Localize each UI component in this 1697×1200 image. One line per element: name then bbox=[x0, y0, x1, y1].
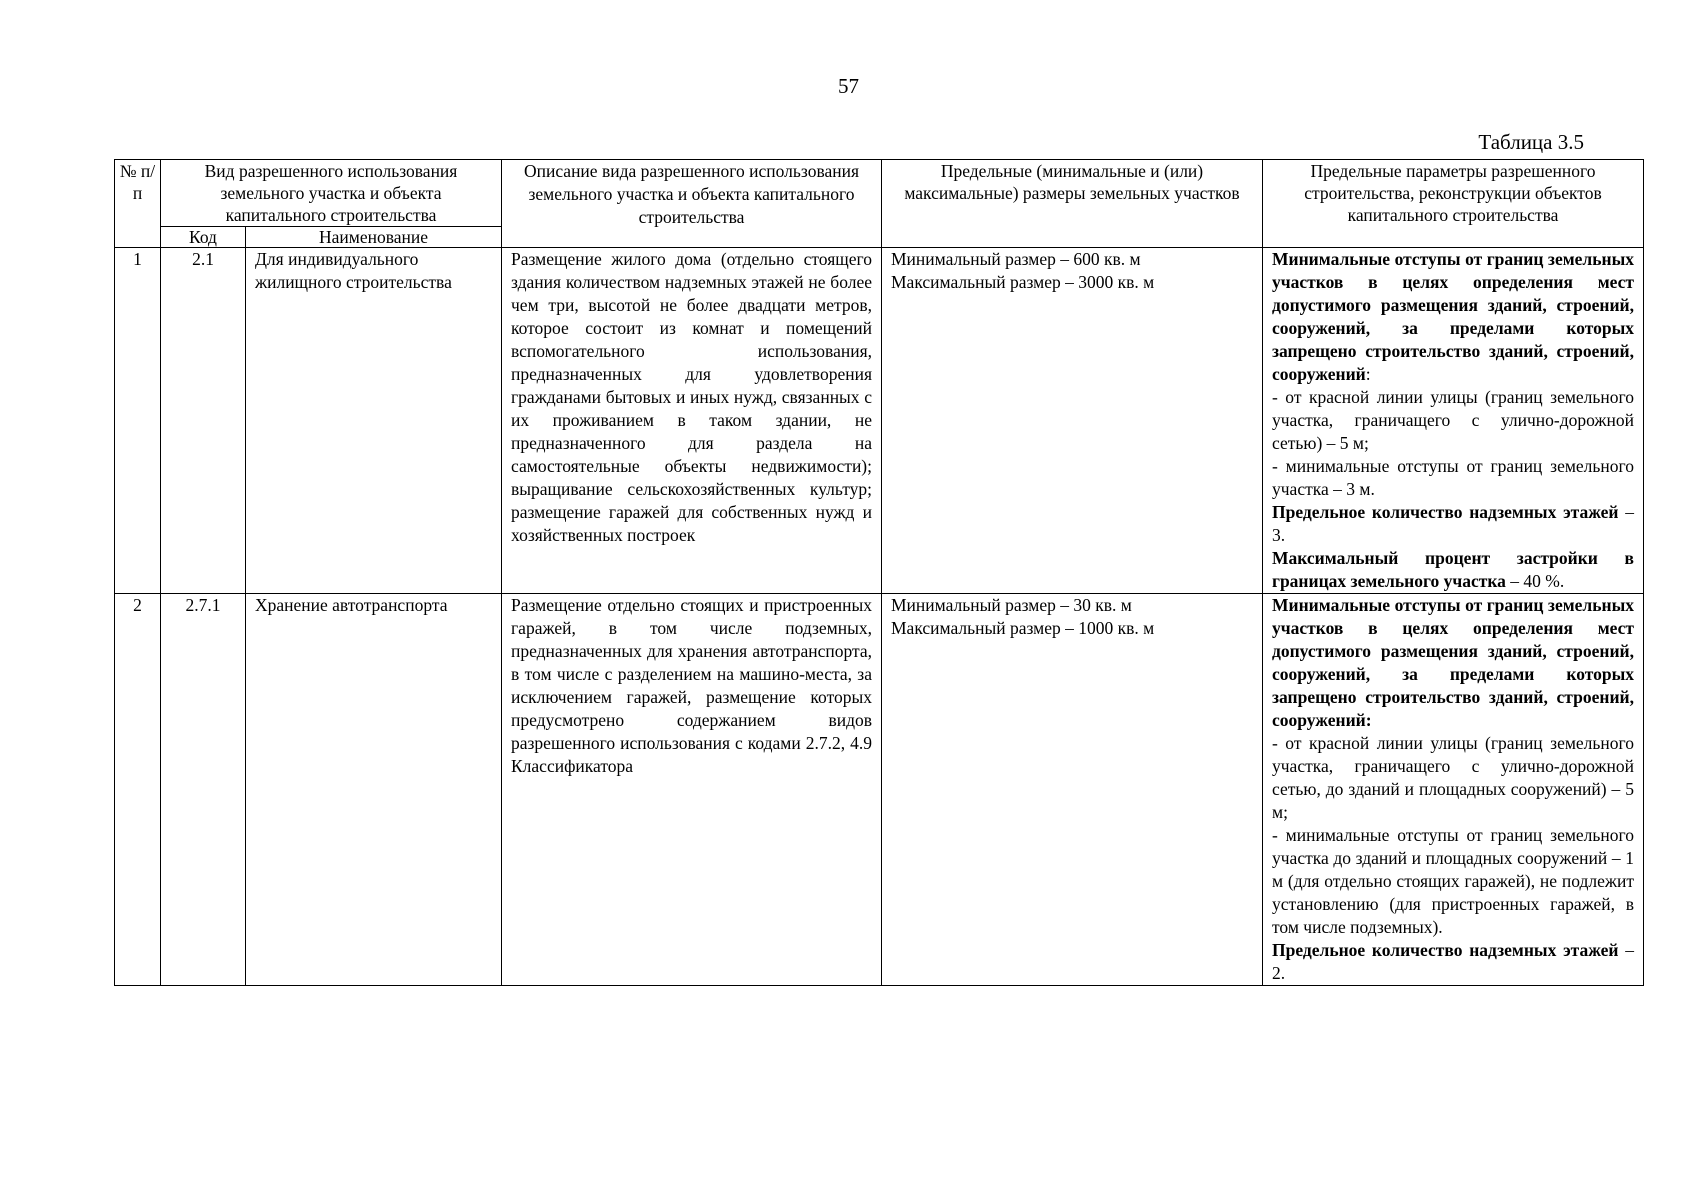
header-params: Предельные параметры разрешенного строительства, реконструкции объектов капитального строительства bbox=[1263, 160, 1644, 248]
table-row bbox=[115, 594, 1644, 986]
table-caption: Таблица 3.5 bbox=[1478, 130, 1584, 154]
header-number: № п/п bbox=[115, 160, 161, 248]
header-code: Код bbox=[161, 227, 246, 248]
regulations-table bbox=[114, 159, 1644, 986]
row-number: 1 bbox=[115, 248, 161, 594]
header-sizes: Предельные (минимальные и (или) максимальные) размеры земельных участков bbox=[882, 160, 1263, 248]
row-code: 2.7.1 bbox=[161, 594, 246, 986]
row-name: Хранение автотранспорта bbox=[246, 594, 502, 986]
row-params: Минимальные отступы от границ земельных участков в целях определения мест допустимого размещения зданий, строений, сооружений, за пределами которых запрещено строительство зданий, строений, сооружений: - от красной линии улицы (границ земельного участка, граничащего с улично-дорожной сетью) – 5 м; - минимальные отступы от границ земельного участка – 3 м. Предельное количество надземных этажей – 3. Максимальный процент застройки в границах земельного участка – 40 %. bbox=[1263, 248, 1644, 594]
header-kind: Вид разрешенного использования земельного участка и объекта капитального строительства bbox=[161, 160, 502, 227]
row-sizes: Минимальный размер – 600 кв. м Максимальный размер – 3000 кв. м bbox=[882, 248, 1263, 594]
row-code: 2.1 bbox=[161, 248, 246, 594]
row-sizes: Минимальный размер – 30 кв. м Максимальный размер – 1000 кв. м bbox=[882, 594, 1263, 986]
row-description: Размещение отдельно стоящих и пристроенных гаражей, в том числе подземных, предназначенных для хранения автотранспорта, в том числе с разделением на машино-места, за исключением гаражей, размещение которых предусмотрено содержанием видов разрешенного использования с кодами 2.7.2, 4.9 Классификатора bbox=[502, 594, 882, 986]
header-name: Наименование bbox=[246, 227, 502, 248]
page-number: 57 bbox=[838, 74, 859, 98]
row-number: 2 bbox=[115, 594, 161, 986]
row-name: Для индивидуального жилищного строительства bbox=[246, 248, 502, 594]
table-row bbox=[115, 248, 1644, 594]
header-description: Описание вида разрешенного использования земельного участка и объекта капитального строительства bbox=[502, 160, 882, 248]
row-params: Минимальные отступы от границ земельных участков в целях определения мест допустимого размещения зданий, строений, сооружений, за пределами которых запрещено строительство зданий, строений, сооружений: - от красной линии улицы (границ земельного участка, граничащего с улично-дорожной сетью, до зданий и площадных сооружений) – 5 м; - минимальные отступы от границ земельного участка до зданий и площадных сооружений – 1 м (для отдельно стоящих гаражей), не подлежит установлению (для пристроенных гаражей, в том числе подземных). Предельное количество надземных этажей – 2. bbox=[1263, 594, 1644, 986]
row-description: Размещение жилого дома (отдельно стоящего здания количеством надземных этажей не более чем три, высотой не более двадцати метров, которое состоит из комнат и помещений вспомогательного использования, предназначенных для удовлетворения гражданами бытовых и иных нужд, связанных с их проживанием в таком здании, не предназначенного для раздела на самостоятельные объекты недвижимости); выращивание сельскохозяйственных культур; размещение гаражей для собственных нужд и хозяйственных построек bbox=[502, 248, 882, 594]
